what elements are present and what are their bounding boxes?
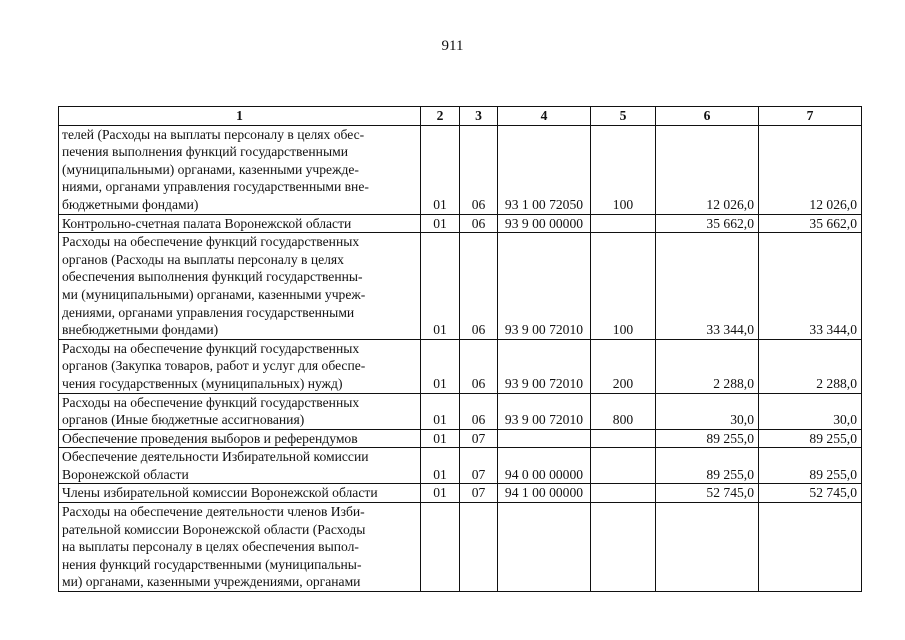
description-line: Расходы на обеспечение функций государственных [62, 394, 360, 410]
table-row [59, 393, 862, 429]
amount-column-6: 30,0 [656, 393, 759, 429]
target-article-code: 93 9 00 72010 [498, 393, 591, 429]
description-line: чения государственных (муниципальных) нужд) [62, 375, 343, 391]
column-header-4: 4 [498, 107, 591, 126]
subsection-code: 06 [460, 393, 498, 429]
section-code: 01 [421, 448, 460, 484]
amount-column-6 [656, 503, 759, 592]
expense-type-code [591, 448, 656, 484]
row-description [59, 393, 421, 429]
target-article-code: 93 9 00 72010 [498, 339, 591, 393]
section-code: 01 [421, 393, 460, 429]
column-header-6: 6 [656, 107, 759, 126]
target-article-code: 93 9 00 00000 [498, 214, 591, 233]
description-line: Расходы на обеспечение функций государственных [62, 340, 360, 356]
target-article-code: 93 1 00 72050 [498, 125, 591, 214]
amount-column-6: 89 255,0 [656, 448, 759, 484]
target-article-code [498, 503, 591, 592]
column-header-5: 5 [591, 107, 656, 126]
description-line: нения функций государственными (муниципальны- [62, 556, 362, 572]
amount-column-6: 12 026,0 [656, 125, 759, 214]
description-line: ниями, органами управления государственными вне- [62, 179, 369, 195]
amount-column-7: 12 026,0 [759, 125, 862, 214]
description-line: ми (муниципальными) органами, казенными учреж- [62, 286, 366, 302]
expense-type-code [591, 503, 656, 592]
amount-column-6: 89 255,0 [656, 429, 759, 448]
section-code: 01 [421, 125, 460, 214]
table-row [59, 339, 862, 393]
subsection-code [460, 503, 498, 592]
table-row [59, 233, 862, 340]
subsection-code: 06 [460, 339, 498, 393]
description-line: внебюджетными фондами) [62, 322, 219, 338]
section-code: 01 [421, 484, 460, 503]
description-line: телей (Расходы на выплаты персоналу в целях обес- [62, 126, 365, 142]
description-line: Расходы на обеспечение функций государственных [62, 234, 360, 250]
table-row [59, 429, 862, 448]
target-article-code: 93 9 00 72010 [498, 233, 591, 340]
amount-column-6: 33 344,0 [656, 233, 759, 340]
page-number: 911 [441, 38, 464, 54]
description-line: Обеспечение деятельности Избирательной комиссии [62, 449, 369, 465]
row-description [59, 503, 421, 592]
description-line: (муниципальными) органами, казенными учрежде- [62, 161, 359, 177]
budget-table [58, 106, 862, 592]
description-line: Контрольно-счетная палата Воронежской области [62, 215, 352, 231]
table-row [59, 503, 862, 592]
description-line: обеспечения выполнения функций государственны- [62, 269, 363, 285]
subsection-code: 06 [460, 125, 498, 214]
section-code: 01 [421, 429, 460, 448]
row-description [59, 448, 421, 484]
amount-column-7: 89 255,0 [759, 429, 862, 448]
table-body [59, 125, 862, 591]
amount-column-6: 35 662,0 [656, 214, 759, 233]
row-description [59, 484, 421, 503]
amount-column-7: 2 288,0 [759, 339, 862, 393]
subsection-code: 07 [460, 429, 498, 448]
expense-type-code: 100 [591, 233, 656, 340]
table-row [59, 125, 862, 214]
row-description [59, 214, 421, 233]
column-header-7: 7 [759, 107, 862, 126]
expense-type-code [591, 429, 656, 448]
amount-column-7: 52 745,0 [759, 484, 862, 503]
description-line: органов (Закупка товаров, работ и услуг для обеспе- [62, 358, 366, 374]
amount-column-7: 89 255,0 [759, 448, 862, 484]
description-line: Воронежской области [62, 466, 189, 482]
table-row [59, 484, 862, 503]
expense-type-code: 200 [591, 339, 656, 393]
subsection-code: 06 [460, 214, 498, 233]
target-article-code: 94 1 00 00000 [498, 484, 591, 503]
expense-type-code: 800 [591, 393, 656, 429]
row-description [59, 125, 421, 214]
section-code: 01 [421, 214, 460, 233]
description-line: бюджетными фондами) [62, 196, 199, 212]
section-code: 01 [421, 339, 460, 393]
header-row [59, 107, 862, 126]
column-header-1: 1 [59, 107, 421, 126]
amount-column-7 [759, 503, 862, 592]
target-article-code: 94 0 00 00000 [498, 448, 591, 484]
table-row [59, 448, 862, 484]
description-line: Расходы на обеспечение деятельности членов Изби- [62, 504, 365, 520]
description-line: органов (Иные бюджетные ассигнования) [62, 412, 305, 428]
subsection-code: 07 [460, 484, 498, 503]
description-line: Члены избирательной комиссии Воронежской области [62, 485, 378, 501]
column-header-3: 3 [460, 107, 498, 126]
target-article-code [498, 429, 591, 448]
expense-type-code [591, 484, 656, 503]
subsection-code: 07 [460, 448, 498, 484]
description-line: на выплаты персоналу в целях обеспечения выпол- [62, 539, 359, 555]
section-code [421, 503, 460, 592]
description-line: Обеспечение проведения выборов и референдумов [62, 430, 358, 446]
row-description [59, 339, 421, 393]
expense-type-code [591, 214, 656, 233]
row-description [59, 233, 421, 340]
description-line: органов (Расходы на выплаты персоналу в целях [62, 251, 344, 267]
row-description [59, 429, 421, 448]
amount-column-7: 33 344,0 [759, 233, 862, 340]
expense-type-code: 100 [591, 125, 656, 214]
subsection-code: 06 [460, 233, 498, 340]
description-line: дениями, органами управления государственными [62, 304, 355, 320]
section-code: 01 [421, 233, 460, 340]
amount-column-7: 30,0 [759, 393, 862, 429]
amount-column-7: 35 662,0 [759, 214, 862, 233]
description-line: печения выполнения функций государственными [62, 144, 348, 160]
amount-column-6: 52 745,0 [656, 484, 759, 503]
table-row [59, 214, 862, 233]
amount-column-6: 2 288,0 [656, 339, 759, 393]
column-header-2: 2 [421, 107, 460, 126]
description-line: ми) органами, казенными учреждениями, органами [62, 574, 361, 590]
description-line: рательной комиссии Воронежской области (Расходы [62, 521, 366, 537]
